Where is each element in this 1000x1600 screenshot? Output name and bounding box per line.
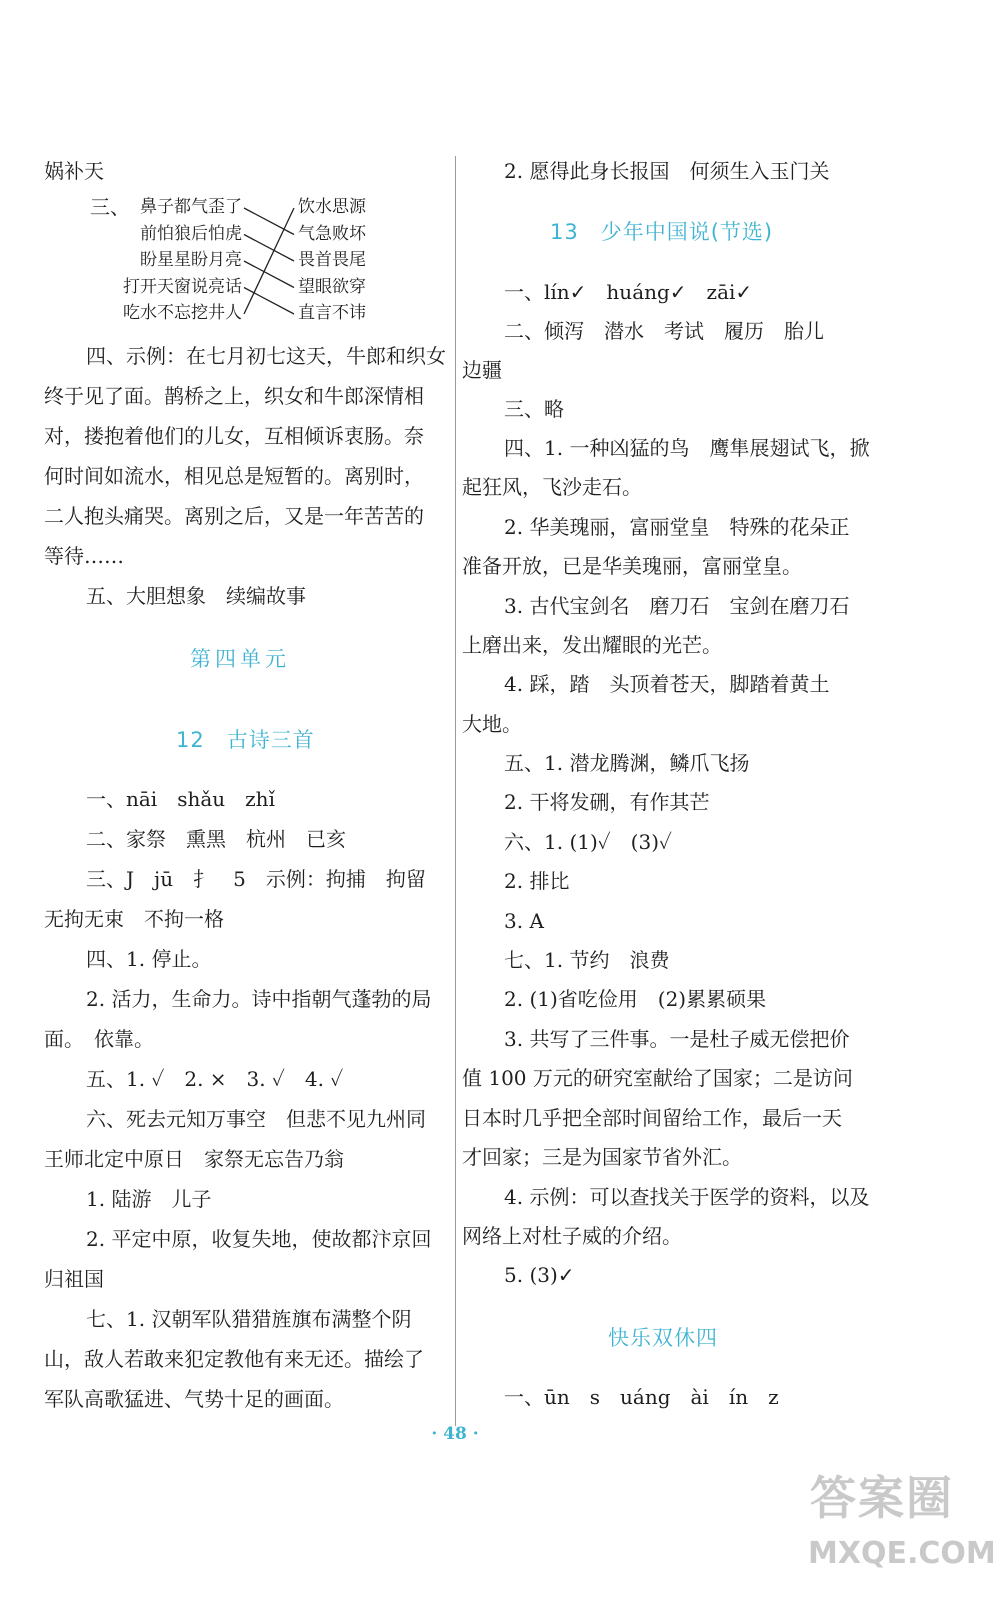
lesson-title: 13 少年中国说(节选) <box>550 220 774 244</box>
matching-connector-line <box>244 208 294 235</box>
text-line: 王师北定中原日 家祭无忘告乃翁 <box>44 1147 344 1171</box>
text-line: 上磨出来，发出耀眼的光芒。 <box>462 633 722 657</box>
text-line: 3. A <box>504 909 544 933</box>
text-line: 七、1. 节约 浪费 <box>504 948 670 972</box>
section-title: 快乐双休四 <box>608 1326 718 1350</box>
matching-right-item: 望眼欲穿 <box>298 276 366 297</box>
column-divider <box>455 156 456 1426</box>
text-line: 四、示例：在七月初七这天，牛郎和织女 <box>86 344 446 368</box>
watermark-text-bottom: MXQE.COM <box>808 1536 996 1571</box>
text-line: 日本时几乎把全部时间留给工作，最后一天 <box>462 1106 842 1130</box>
text-line: 无拘无束 不拘一格 <box>44 907 224 931</box>
text-line: 五、1. 潜龙腾渊，鳞爪飞扬 <box>504 751 750 775</box>
text-line: 4. 示例：可以查找关于医学的资料，以及 <box>504 1185 870 1209</box>
lesson-title: 12 古诗三首 <box>176 728 315 752</box>
text-line: 三、略 <box>504 397 564 421</box>
matching-left-item: 鼻子都气歪了 <box>140 197 242 217</box>
watermark-text-top: 答案圈 <box>810 1471 954 1525</box>
text-line: 2. 愿得此身长报国 何须生入玉门关 <box>504 159 830 183</box>
matching-connector-line <box>244 288 294 315</box>
matching-left-item: 前怕狼后怕虎 <box>140 223 242 244</box>
text-line: 2. (1)省吃俭用 (2)累累硕果 <box>504 987 767 1011</box>
text-line: 二人抱头痛哭。离别之后，又是一年苦苦的 <box>44 504 424 528</box>
matching-lines <box>44 196 442 328</box>
text-line: 起狂风，飞沙走石。 <box>462 475 642 499</box>
text-line: 五、大胆想象 续编故事 <box>86 584 306 608</box>
matching-right-item: 气急败坏 <box>298 223 366 244</box>
text-line: 一、lín✓ huáng✓ zāi✓ <box>504 280 753 304</box>
text-line: 3. 古代宝剑名 磨刀石 宝剑在磨刀石 <box>504 594 850 618</box>
page-number: · 48 · <box>431 1424 479 1444</box>
text-line: 1. 陆游 儿子 <box>86 1187 212 1211</box>
text-line: 何时间如流水，相见总是短暂的。离别时， <box>44 464 424 488</box>
text-line: 等待…… <box>44 544 124 568</box>
text-line: 4. 踩，踏 头顶着苍天，脚踏着黄土 <box>504 672 830 696</box>
text-line: 面。 依靠。 <box>44 1027 154 1051</box>
text-line: 2. 排比 <box>504 869 570 893</box>
matching-right-item: 直言不讳 <box>298 303 366 323</box>
matching-right-item: 畏首畏尾 <box>298 250 366 270</box>
text-line: 一、ūn s uáng ài ín z <box>504 1385 779 1409</box>
text-line: 娲补天 <box>44 159 104 183</box>
text-line: 四、1. 一种凶猛的鸟 鹰隼展翅试飞，掀 <box>504 436 870 460</box>
text-line: 二、家祭 熏黑 杭州 已亥 <box>86 827 346 851</box>
text-line: 六、死去元知万事空 但悲不见九州同 <box>86 1107 426 1131</box>
text-line: 准备开放，已是华美瑰丽，富丽堂皇。 <box>462 554 802 578</box>
matching-label: 三、 <box>90 195 130 219</box>
text-line: 才回家；三是为国家节省外汇。 <box>462 1145 742 1169</box>
matching-exercise <box>44 196 442 328</box>
matching-left-item: 打开天窗说亮话 <box>123 276 242 297</box>
text-line: 值 100 万元的研究室献给了国家；二是访问 <box>462 1066 853 1090</box>
text-line: 归祖国 <box>44 1267 104 1291</box>
text-line: 3. 共写了三件事。一是杜子威无偿把价 <box>504 1027 850 1051</box>
matching-right-item: 饮水思源 <box>298 197 366 217</box>
text-line: 大地。 <box>462 712 522 736</box>
unit-title: 第四单元 <box>190 647 290 671</box>
text-line: 5. (3)✓ <box>504 1263 575 1287</box>
text-line: 2. 平定中原，收复失地，使故都汴京回 <box>86 1227 432 1251</box>
matching-connector-line <box>244 261 294 288</box>
text-line: 一、nāi shǎu zhǐ <box>86 787 275 811</box>
text-line: 四、1. 停止。 <box>86 947 212 971</box>
matching-left-item: 吃水不忘挖井人 <box>123 303 242 323</box>
text-line: 五、1. ✓ 2. × 3. ✓ 4. ✓ <box>86 1067 344 1091</box>
text-line: 2. 干将发硎，有作其芒 <box>504 790 710 814</box>
matching-connector-line <box>244 235 294 262</box>
text-line: 军队高歌猛进、气势十足的画面。 <box>44 1387 344 1411</box>
watermark-logo <box>806 1462 996 1592</box>
matching-connector-line <box>244 208 294 314</box>
text-line: 终于见了面。鹊桥之上，织女和牛郎深情相 <box>44 384 424 408</box>
text-line: 网络上对杜子威的介绍。 <box>462 1224 682 1248</box>
text-line: 三、J jū 扌 5 示例：拘捕 拘留 <box>86 867 426 891</box>
text-line: 七、1. 汉朝军队猎猎旌旗布满整个阴 <box>86 1307 412 1331</box>
text-line: 对，搂抱着他们的儿女，互相倾诉衷肠。奈 <box>44 424 424 448</box>
text-line: 2. 华美瑰丽，富丽堂皇 特殊的花朵正 <box>504 515 850 539</box>
text-line: 六、1. (1)✓ (3)✓ <box>504 830 672 854</box>
text-line: 边疆 <box>462 358 502 382</box>
text-line: 山，敌人若敢来犯定教他有来无还。描绘了 <box>44 1347 424 1371</box>
matching-left-item: 盼星星盼月亮 <box>140 250 242 270</box>
text-line: 2. 活力，生命力。诗中指朝气蓬勃的局 <box>86 987 432 1011</box>
text-line: 二、倾泻 潜水 考试 履历 胎儿 <box>504 319 824 343</box>
